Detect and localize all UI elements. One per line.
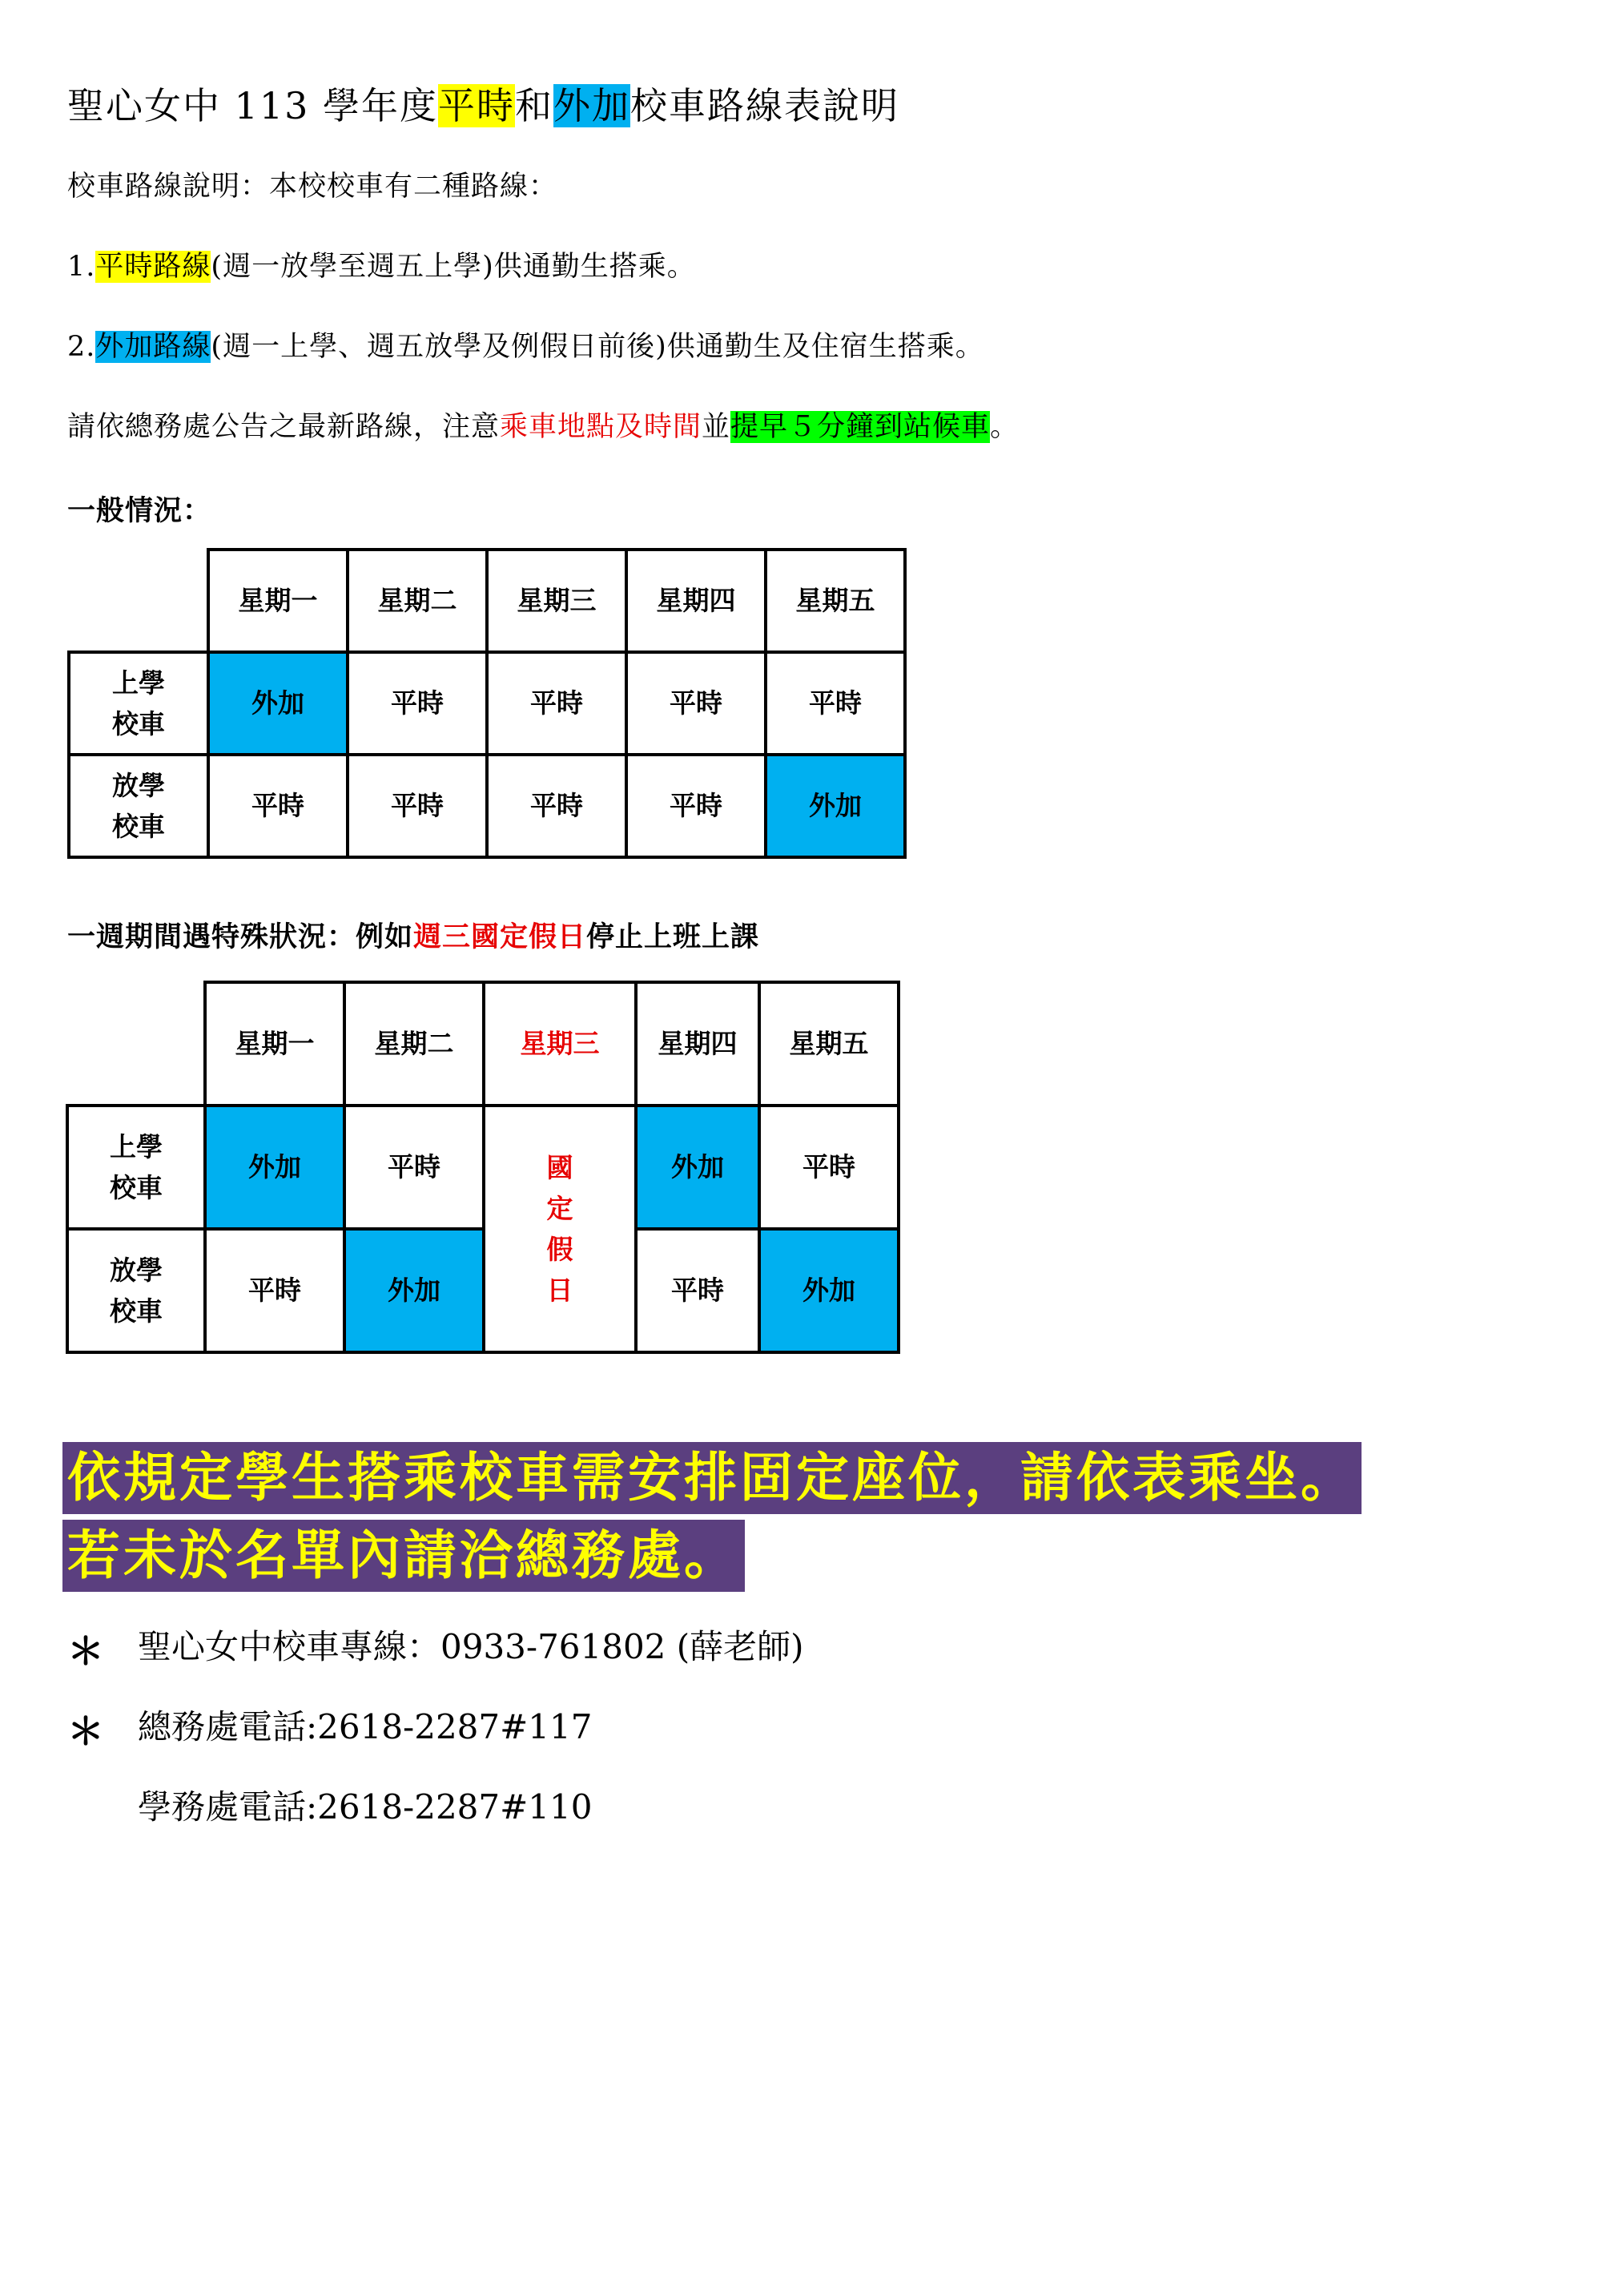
- day-header-holiday: 星期三: [484, 982, 636, 1106]
- row-label-morning: [67, 1106, 205, 1229]
- day-header: 星期二: [344, 982, 484, 1106]
- schedule-cell: 平時: [487, 755, 626, 857]
- seating-rule-banner: 依規定學生搭乘校車需安排固定座位，請依表乘坐。: [62, 1442, 1362, 1514]
- row-label-line: 校車: [112, 708, 165, 739]
- bullet-star: ＊: [67, 1629, 104, 1673]
- special-heading-suffix: 停止上班上課: [586, 920, 760, 953]
- row-label-line: 放學: [112, 769, 165, 801]
- holiday-cell: [484, 1106, 636, 1352]
- schedule-cell: 平時: [208, 755, 348, 857]
- title-mid: 和: [515, 84, 554, 127]
- day-header: 星期三: [487, 550, 626, 652]
- table-row-afternoon: [69, 755, 905, 857]
- table-header-row: [67, 982, 899, 1106]
- day-header: 星期一: [205, 982, 344, 1106]
- holiday-char: 日: [546, 1275, 573, 1307]
- route-2-highlight: 外加路線: [95, 331, 211, 363]
- schedule-cell: 平時: [636, 1229, 759, 1352]
- notice-prefix: 請依總務處公告之最新路線，注意: [67, 411, 501, 443]
- table-corner: [67, 982, 205, 1106]
- section-general-heading: 一般情況：: [67, 494, 212, 527]
- holiday-char: 定: [546, 1192, 573, 1224]
- route-1-description: (週一放學至週五上學)供通勤生搭乘。: [211, 251, 696, 283]
- notice-green-highlight: 提早５分鐘到站候車: [730, 411, 991, 443]
- row-label-afternoon: [67, 1229, 205, 1352]
- student-affairs-phone: 學務處電話:2618-2287#110: [138, 1787, 593, 1827]
- bullet-star: ＊: [67, 1710, 104, 1753]
- schedule-cell: 外加: [759, 1229, 899, 1352]
- day-header: 星期五: [759, 982, 899, 1106]
- general-affairs-phone: 總務處電話:2618-2287#117: [138, 1707, 593, 1746]
- schedule-cell: 平時: [626, 755, 766, 857]
- schedule-cell: 外加: [636, 1106, 759, 1229]
- notice-mid: 並: [702, 411, 731, 443]
- route-1-item: [67, 244, 696, 284]
- table-row-morning: [67, 1106, 899, 1229]
- day-header: 星期一: [208, 550, 348, 652]
- table-header-row: [69, 550, 905, 652]
- schedule-cell: 外加: [208, 652, 348, 755]
- special-heading-prefix: 一週期間遇特殊狀況：例如: [67, 920, 414, 953]
- row-label-morning: [69, 652, 208, 755]
- row-label-line: 校車: [112, 811, 165, 842]
- holiday-schedule-table: [66, 981, 900, 1354]
- row-label-line: 上學: [112, 667, 165, 699]
- schedule-cell: 平時: [348, 652, 487, 755]
- title-highlight-regular: 平時: [438, 84, 516, 127]
- row-label-afternoon: [69, 755, 208, 857]
- notice-red-text: 乘車地點及時間: [500, 411, 702, 443]
- route-2-number: 2.: [67, 331, 96, 363]
- row-label-line: 校車: [110, 1172, 163, 1203]
- schedule-cell: 平時: [344, 1106, 484, 1229]
- day-header: 星期二: [348, 550, 487, 652]
- notice-end: 。: [990, 411, 1020, 443]
- route-1-highlight: 平時路線: [95, 251, 211, 283]
- route-2-description: (週一上學、週五放學及例假日前後)供通勤生及住宿生搭乘。: [211, 331, 984, 363]
- schedule-cell: 平時: [759, 1106, 899, 1229]
- schedule-cell: 外加: [766, 755, 905, 857]
- day-header: 星期四: [636, 982, 759, 1106]
- route-1-number: 1.: [67, 251, 96, 283]
- table-row-morning: [69, 652, 905, 755]
- special-heading-red: 週三國定假日: [413, 920, 587, 953]
- row-label-line: 放學: [110, 1254, 163, 1286]
- table-row-afternoon: [67, 1229, 899, 1352]
- holiday-char: 假: [546, 1234, 573, 1265]
- holiday-char: 國: [546, 1151, 573, 1183]
- title-highlight-extra: 外加: [553, 84, 631, 127]
- schedule-cell: 平時: [487, 652, 626, 755]
- table-corner: [69, 550, 208, 652]
- schedule-cell: 平時: [348, 755, 487, 857]
- row-label-line: 校車: [110, 1295, 163, 1327]
- contact-office-banner: 若未於名單內請洽總務處。: [62, 1520, 745, 1592]
- row-label-line: 上學: [110, 1130, 163, 1162]
- schedule-cell: 外加: [205, 1106, 344, 1229]
- page-title: [67, 77, 899, 130]
- schedule-cell: 平時: [626, 652, 766, 755]
- route-2-item: [67, 324, 984, 365]
- bus-hotline: 聖心女中校車專線：0933-761802 (薛老師): [138, 1627, 804, 1666]
- day-header: 星期四: [626, 550, 766, 652]
- title-suffix: 校車路線表說明: [630, 84, 900, 127]
- schedule-cell: 平時: [766, 652, 905, 755]
- title-prefix: 聖心女中 113 學年度: [67, 84, 439, 127]
- schedule-cell: 平時: [205, 1229, 344, 1352]
- day-header: 星期五: [766, 550, 905, 652]
- section-special-heading: [67, 915, 759, 955]
- schedule-cell: 外加: [344, 1229, 484, 1352]
- notice-text: [67, 405, 1019, 445]
- intro-text: 校車路線說明：本校校車有二種路線：: [67, 171, 558, 203]
- general-schedule-table: [67, 548, 907, 859]
